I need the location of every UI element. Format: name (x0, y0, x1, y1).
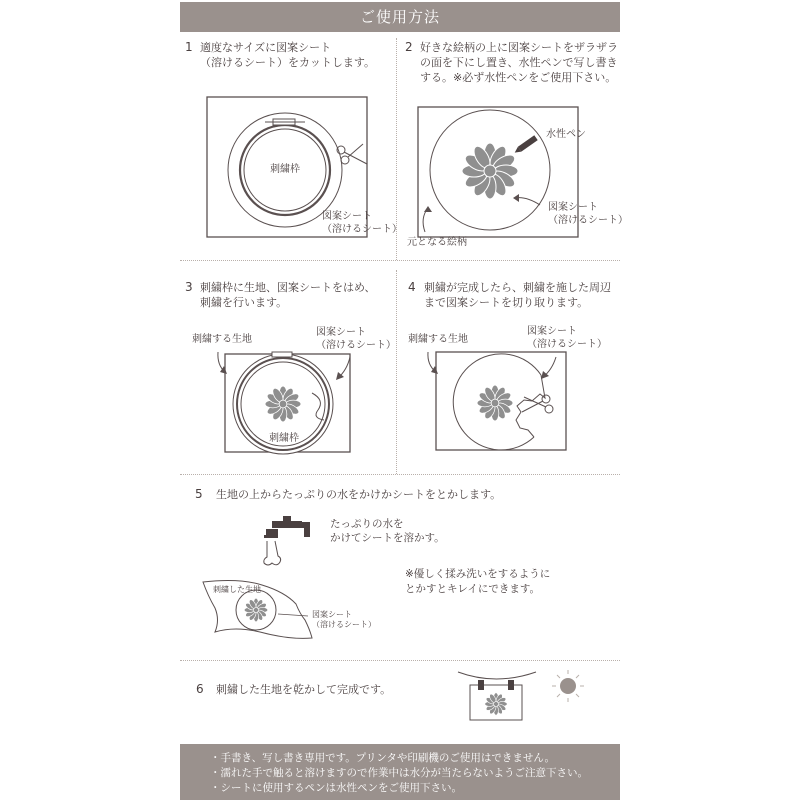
step-5-text: 生地の上からたっぷりの水をかけかシートをとかします。 (216, 488, 502, 501)
hoop-label: 刺繍枠 (269, 433, 299, 444)
sheet-label: 図案シート （溶けるシート） (548, 202, 628, 226)
step-3-text: 刺繍枠に生地、図案シートをはめ、 刺繍を行います。 (200, 281, 376, 309)
fabric-label: 刺繍する生地 (192, 334, 252, 345)
notes-footer (180, 744, 620, 800)
note-line: ・濡れた手で触ると溶けますので作業中は水分が当たらないようご注意下さい。 (210, 767, 588, 779)
step-number: 3 (185, 280, 193, 294)
sheet-label: 図案シート （溶けるシート） (527, 326, 607, 350)
note-line: ・手書き、写し書き専用です。プリンタや印刷機のご使用はできません。 (210, 752, 556, 764)
hoop-label: 刺繍枠 (270, 164, 300, 175)
flower-icon (484, 692, 508, 716)
step-6-text: 刺繍した生地を乾かして完成です。 (216, 683, 392, 696)
step-number: 2 (405, 40, 413, 54)
step-2-text: 好きな絵柄の上に図案シートをザラザラ の面を下にし置き、水性ペンで写し書き する。※必ず水性ペンをご使用下さい。 (420, 41, 618, 84)
fabric-label: 刺繍する生地 (408, 334, 468, 345)
water-note: たっぷりの水を かけてシートを溶かす。 (330, 518, 445, 544)
note-line: ・シートに使用するペンは水性ペンをご使用下さい。 (210, 782, 462, 794)
step-number: 1 (185, 40, 193, 54)
sun-icon (550, 668, 586, 704)
step-4-text: 刺繍が完成したら、刺繍を施した周辺 まで図案シートを切り取ります。 (424, 281, 611, 309)
sheet-label: 図案シート （溶けるシート） (312, 610, 376, 629)
step-number: 5 (195, 487, 203, 501)
pen-label: 水性ペン (546, 129, 586, 140)
fabric-label: 刺繍した生地 (213, 585, 261, 594)
step-1-text: 適度なサイズに図案シート （溶けるシート）をカットします。 (200, 41, 376, 69)
step-number: 6 (196, 682, 204, 696)
page-title: ご使用方法 (180, 2, 620, 32)
step-number: 4 (408, 280, 416, 294)
sheet-label: 図案シート （溶けるシート） (316, 327, 396, 351)
sheet-label: 図案シート （溶けるシート） (322, 211, 402, 235)
base-design-label: 元となる絵柄 (407, 237, 467, 248)
wash-note: ※優しく揉み洗いをするように とかすとキレイにできます。 (405, 568, 551, 595)
